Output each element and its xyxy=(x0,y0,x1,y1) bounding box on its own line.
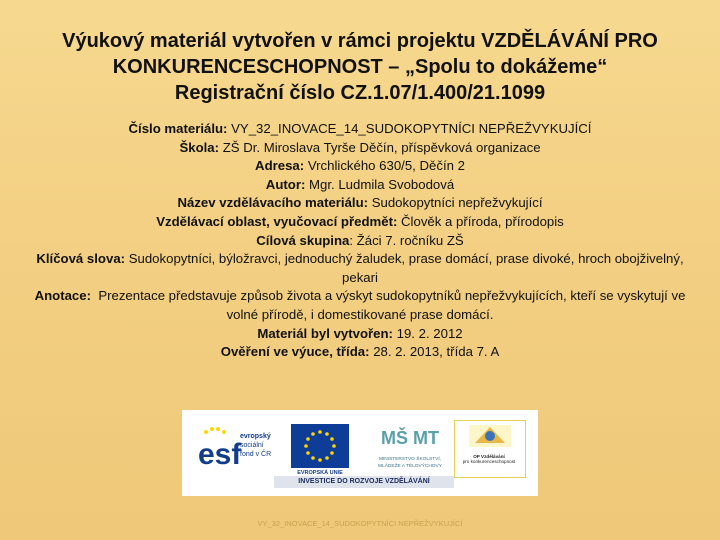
esf-caption-1: evropský xyxy=(240,433,271,440)
msmt-logo xyxy=(375,422,445,476)
eu-flag-icon xyxy=(291,424,349,468)
info-nazev: Název vzdělávacího materiálu: Sudokopytníci nepřežvykující xyxy=(177,195,543,211)
op-logo xyxy=(454,420,526,478)
material-info xyxy=(22,120,698,362)
msmt-caption-1: MINISTERSTVO ŠKOLSTVÍ, xyxy=(378,457,442,462)
op-line-1: OP Vzdělávání xyxy=(473,454,505,459)
info-vytvoren: Materiál byl vytvořen: 19. 2. 2012 xyxy=(257,325,463,341)
op-logo-text xyxy=(456,454,522,464)
info-anotace: Anotace: Prezentace představuje způsob života a výskyt sudokopytníků nepřežvykujících, kteří se vyskytují ve volné přírodě, i domestikované prase domácí. xyxy=(34,288,686,322)
msmt-letters: MŠ MT xyxy=(381,428,439,448)
esf-logo-text: esf xyxy=(198,438,242,471)
esf-caption-3: fond v ČR xyxy=(240,451,272,458)
footer-text: VY_32_INOVACE_14_SUDOKOPYTNÍCI NEPŘEŽVYKUJÍCÍ xyxy=(257,519,463,528)
info-oblast: Vzdělávací oblast, vyučovací předmět: Člověk a příroda, přírodopis xyxy=(156,213,564,229)
eu-label: EVROPSKÁ UNIE xyxy=(297,470,343,476)
info-cislo: Číslo materiálu: VY_32_INOVACE_14_SUDOKOPYTNÍCI NEPŘEŽVYKUJÍCÍ xyxy=(128,121,592,136)
esf-logo xyxy=(196,424,276,472)
investice-banner: INVESTICE DO ROZVOJE VZDĚLÁVÁNÍ xyxy=(274,476,454,488)
slide-title xyxy=(20,28,700,106)
info-skola: Škola: ZŠ Dr. Miroslava Tyrše Děčín, příspěvková organizace xyxy=(179,139,541,155)
op-logo-graphic xyxy=(455,421,525,451)
info-overeni: Ověření ve výuce, třída: 28. 2. 2013, třída 7. A xyxy=(220,344,500,360)
info-autor: Autor: Mgr. Ludmila Svobodová xyxy=(265,176,455,192)
info-skupina: Cílová skupina: Žáci 7. ročníku ZŠ xyxy=(256,232,464,248)
logo-strip xyxy=(182,410,538,496)
info-klicova-slova: Klíčová slova: Sudokopytníci, býložravci, jednoduchý žaludek, prase domácí, prase divoké, hroch obojživelný, pekari xyxy=(36,251,684,285)
title-line-2: KONKURENCESCHOPNOST – „Spolu to dokážeme“ xyxy=(112,56,608,78)
info-adresa: Adresa: Vrchlického 630/5, Děčín 2 xyxy=(255,158,465,174)
esf-caption-2: sociální xyxy=(240,442,264,449)
msmt-caption-2: MLÁDEŽE A TĚLOVÝCHOVY xyxy=(378,464,442,469)
op-line-2: pro konkurenceschopnost xyxy=(462,459,516,464)
title-line-3: Registrační číslo CZ.1.07/1.400/21.1099 xyxy=(174,82,546,104)
title-line-1: Výukový materiál vytvořen v rámci projektu VZDĚLÁVÁNÍ PRO xyxy=(62,30,658,52)
